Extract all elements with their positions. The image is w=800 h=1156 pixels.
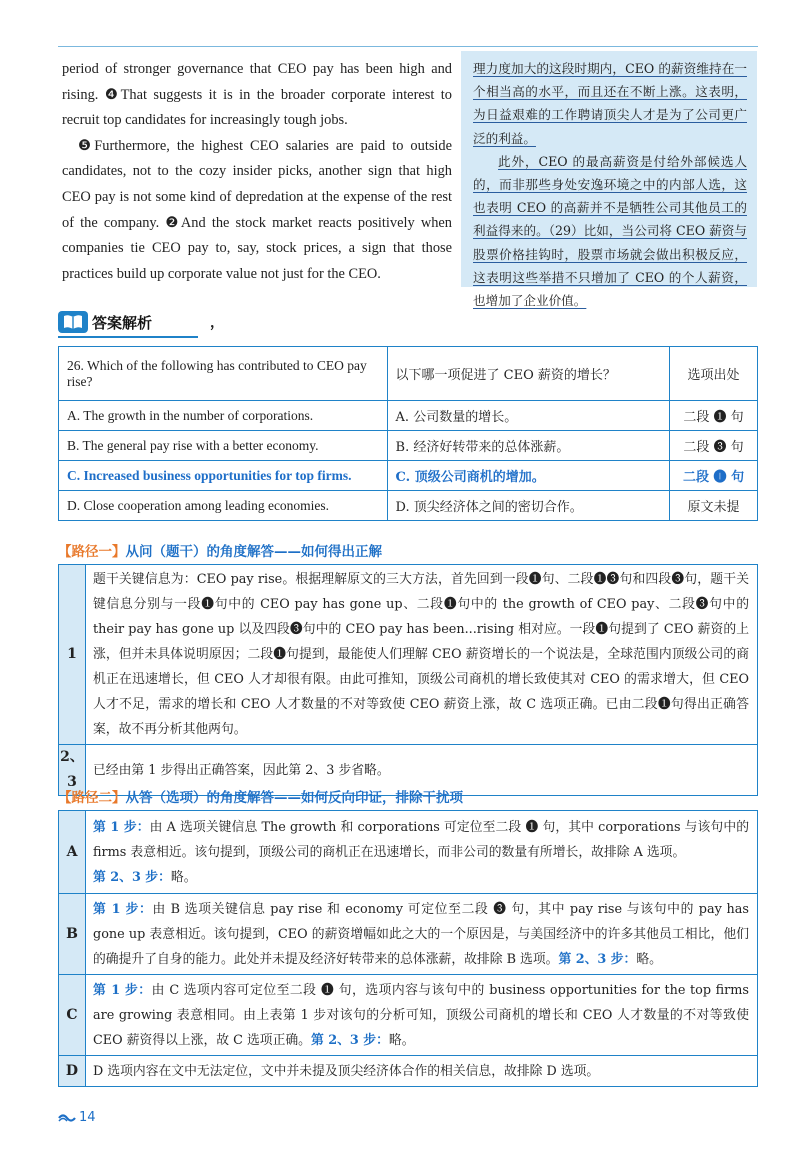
option-label: B [59, 894, 86, 975]
option-label: C [59, 975, 86, 1056]
option-en: A. The growth in the number of corporations. [59, 401, 388, 431]
step-label: 2、3 [59, 745, 86, 796]
table-row [59, 431, 758, 461]
step1-label: 第 1 步： [93, 819, 150, 835]
route1-tag: 【路径一】 [58, 544, 126, 560]
english-passage [62, 57, 452, 287]
question-zh: 以下哪一项促进了 CEO 薪资的增长？ [387, 347, 670, 401]
step-text: 已经由第 1 步得出正确答案，因此第 2、3 步省略。 [86, 745, 758, 796]
table-row [59, 565, 758, 745]
option-zh: D. 顶尖经济体之间的密切合作。 [387, 491, 670, 521]
section-underline [58, 336, 198, 338]
book-icon [58, 311, 88, 333]
translation-paragraph: 理力度加大的这段时期内，CEO 的薪资维持在一个相当高的水平，而且还在不断上涨。这表明，为日益艰难的工作聘请顶尖人才是为了公司更广泛的利益。 [473, 61, 747, 146]
step-text: 题干关键信息为：CEO pay rise。根据理解原文的三大方法，首先回到一段❶句、二段❶❸句和四段❸句，题干关键信息分别与一段❶句中的 CEO pay has gone up、二段❶句中的 the growth of CEO pay、二段❸句中的 their pay has gone up 以及四段❸句中的 CEO pay has been...rising 相对应。一段❶句提到了 CEO 薪资的上涨，但并未具体说明原因；二段❶句提到，最能使人们理解 CEO 薪资增长的一个说法是，全球范围内顶级公司的商机正在迅速增长，但 CEO 人才却很有限。由此可推知，顶级公司商机的增长致使其对 CEO 的需求增大，但 CEO 人才不足，需求的增长和 CEO 人才数量的不对等致使 CEO 薪资上涨，故 C 选项正确。已由二段❶句得出正确答案，故不再分析其他两句。 [86, 565, 758, 745]
step1-text: 由 A 选项关键信息 The growth 和 corporations 可定位至二段 ❶ 句，其中 corporations 与该句中的 firms 表意相近。该句提到，顶级公司的商机正在迅速增长，而非公司的数量有所增长，故排除 A 选项。 [93, 819, 749, 860]
step23-label: 第 2、3 步： [310, 1032, 389, 1048]
step23-label: 第 2、3 步： [93, 869, 171, 885]
table-row [59, 894, 758, 975]
table-row [59, 1056, 758, 1087]
route2-heading [58, 786, 463, 806]
option-source: 二段 ❶ 句 [670, 461, 758, 491]
passage-block [58, 46, 758, 309]
option-en: D. Close cooperation among leading economies. [59, 491, 388, 521]
step23-label: 第 2、3 步： [558, 951, 637, 967]
option-zh: B. 经济好转带来的总体涨薪。 [387, 431, 670, 461]
step-text: D 选项内容在文中无法定位，文中并未提及顶尖经济体合作的相关信息，故排除 D 选项。 [86, 1056, 758, 1087]
page-number: 14 [79, 1110, 96, 1125]
page-marker-icon [58, 1112, 76, 1124]
table-row [59, 461, 758, 491]
step23-text: 略。 [170, 869, 197, 885]
option-zh: A. 公司数量的增长。 [387, 401, 670, 431]
section-title: 答案解析 [92, 313, 153, 332]
route2-text: 从答（选项）的角度解答——如何反向印证，排除干扰项 [125, 790, 463, 806]
step1-label: 第 1 步： [93, 982, 152, 998]
step23-text: 略。 [636, 951, 662, 967]
route1-heading [58, 540, 382, 560]
option-source: 二段 ❸ 句 [670, 431, 758, 461]
route2-table [58, 810, 758, 1087]
option-label: D [59, 1056, 86, 1087]
source-header: 选项出处 [670, 347, 758, 401]
english-paragraph: period of stronger governance that CEO pay has been high and rising. ❹That suggests it is in the broader corporate interest to recruit top candidates for increasingly tough jobs. [62, 61, 452, 129]
option-label: A [59, 811, 86, 894]
question-en: 26. Which of the following has contributed to CEO pay rise? [59, 347, 388, 401]
option-source: 二段 ❶ 句 [670, 401, 758, 431]
table-row [59, 347, 758, 401]
table-row [59, 975, 758, 1056]
options-table [58, 346, 758, 521]
step1-text: 由 C 选项内容可定位至二段 ❶ 句，选项内容与该句中的 business opportunities for the top firms are growing 表意相同。由上表第 1 步对该句的分析可知，顶级公司商机的增长和 CEO 人才数量的不对等致使 CEO 薪资得以上涨，故 C 选项正确。 [93, 982, 749, 1048]
translation-paragraph: 此外，CEO 的最高薪资是付给外部候选人的，而非那些身处安逸环境之中的内部人选，这也表明 CEO 的高薪并不是牺牲公司其他员工的利益得来的。（29）比如，当公司将 CEO 薪资与股票价格挂钩时，股票市场就会做出积极反应，这表明这些举措不只增加了 CEO 的个人薪资，也增加了企业价值。 [473, 153, 747, 309]
english-paragraph: ❺Furthermore, the highest CEO salaries are paid to outside candidates, not to the cozy insider picks, another sign that high CEO pay is not some kind of depredation at the expense of the rest of the company. ❷And the stock market reacts positively when companies tie CEO pay to, say, stock prices, a sign that those practices build up corporate value not just for the CEO. [62, 137, 452, 282]
step1-label: 第 1 步： [93, 901, 153, 917]
step1-text: 由 B 选项关键信息 pay rise 和 economy 可定位至二段 ❸ 句，其中 pay rise 与该句中的 pay has gone up 表意相近。该句提到，CEO 的薪资增幅如此之大的一个原因是，与美国经济中的许多其他员工相比，他们的确提升了自身的能力。此处并未提及经济好转带来的总体涨薪，故排除 B 选项。 [93, 901, 749, 967]
route1-text: 从问（题干）的角度解答——如何得出正解 [125, 544, 382, 560]
section-mark: ， [210, 315, 225, 331]
step23-text: 略。 [388, 1032, 415, 1048]
option-en: B. The general pay rise with a better economy. [59, 431, 388, 461]
route1-table [58, 564, 758, 796]
step-label: 1 [59, 565, 86, 745]
route2-tag: 【路径二】 [58, 790, 126, 806]
page-footer [58, 1110, 96, 1125]
translation-note [461, 51, 757, 309]
table-row [59, 811, 758, 894]
table-row [59, 491, 758, 521]
option-en: C. Increased business opportunities for top firms. [59, 461, 388, 491]
option-source: 原文未提 [670, 491, 758, 521]
section-heading [58, 310, 224, 334]
option-zh: C. 顶级公司商机的增加。 [387, 461, 670, 491]
table-row [59, 401, 758, 431]
